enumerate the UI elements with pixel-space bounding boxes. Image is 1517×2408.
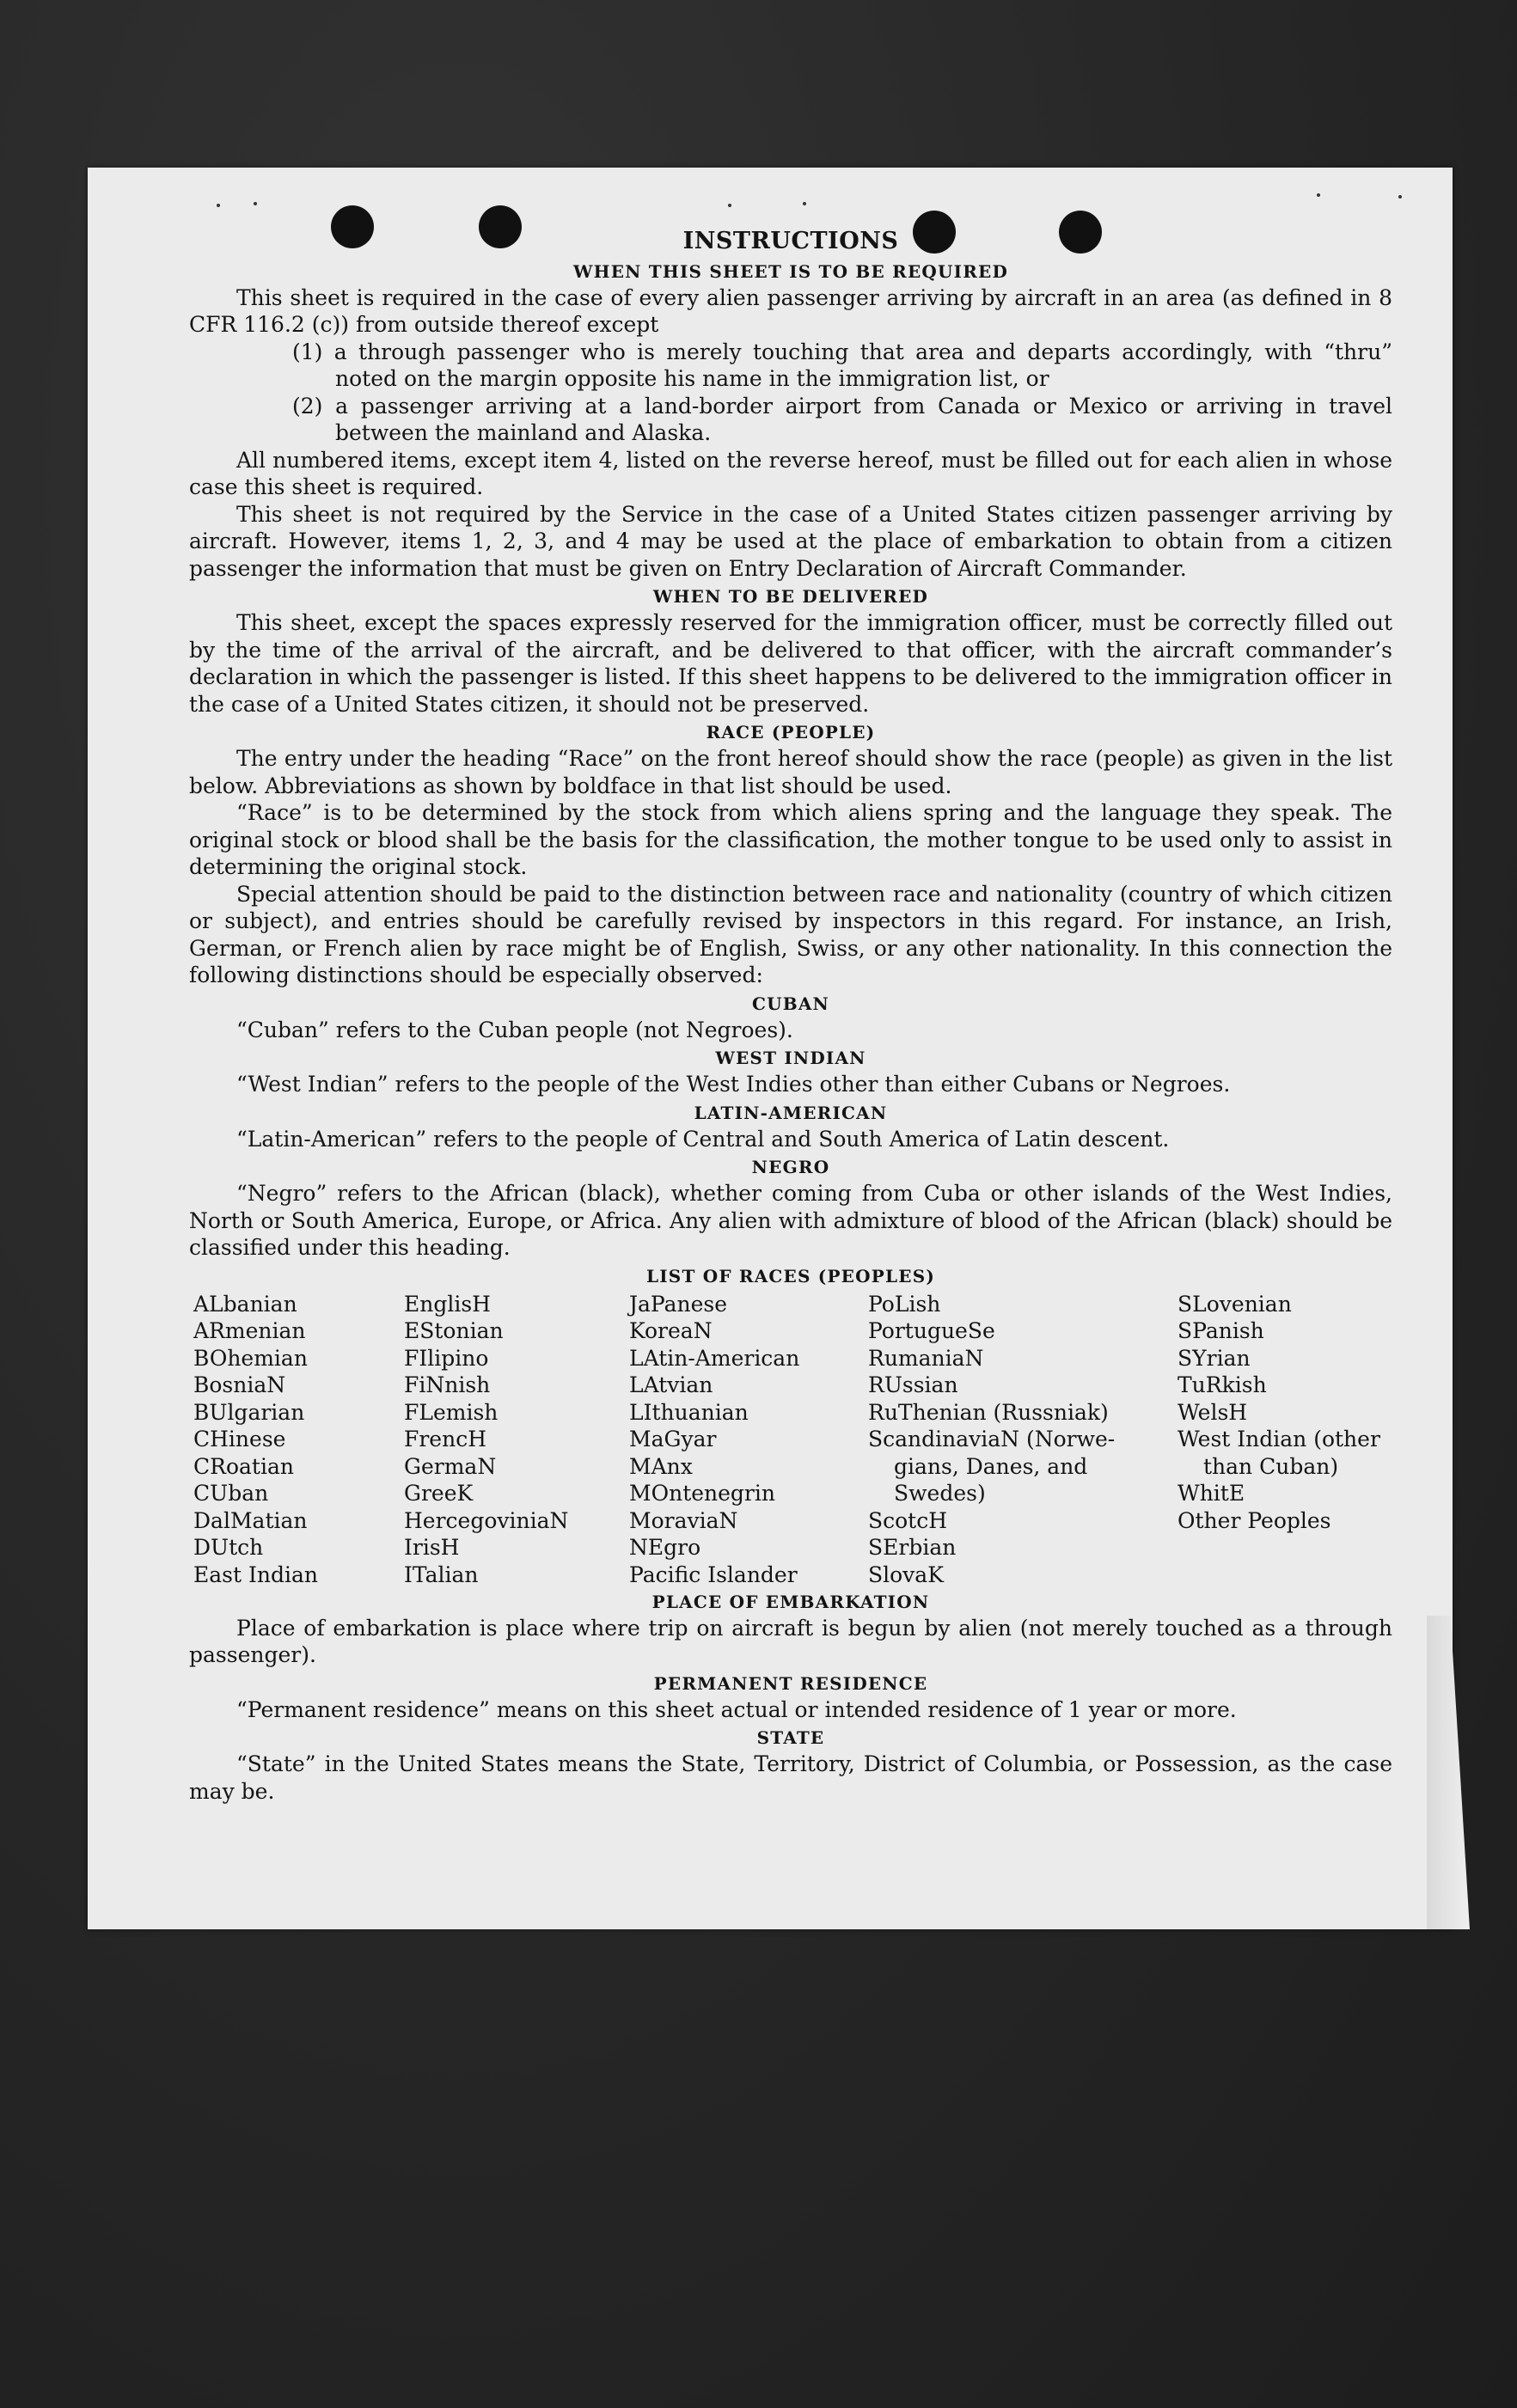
race-entry: NEgro	[629, 1535, 701, 1560]
residence-para: “Permanent residence” means on this sheet actual or intended residence of 1 year or more.	[236, 1696, 1237, 1722]
cuban-para: “Cuban” refers to the Cuban people (not Negroes).	[236, 1017, 793, 1042]
race-entry: ScotcH	[868, 1507, 948, 1533]
heading-state: STATE	[756, 1727, 825, 1748]
race-entry: FiNnish	[404, 1372, 491, 1397]
race-entry: MaGyar	[629, 1427, 717, 1452]
race-entry: BOhemian	[193, 1345, 308, 1371]
instructions-content	[189, 228, 1392, 1805]
race-entry: WelsH	[1178, 1399, 1248, 1425]
negro-para: “Negro” refers to the African (black), whether coming from Cuba or other islands of the West Indies, North or South America, Europe, or Africa. Any alien with admixture of blood of the African (black) should be classified under this heading.	[189, 1181, 1392, 1260]
race-entry: SPanish	[1178, 1318, 1264, 1343]
race-entry: than Cuban)	[1203, 1453, 1339, 1479]
when-required-para-3: This sheet is not required by the Service in the case of a United States citizen passenger arriving by aircraft. However, items 1, 2, 3, and 4 may be used at the place of embarkation to obtain from a citizen passenger the information that must be given on Entry Declaration of Aircraft Commander.	[189, 501, 1392, 581]
race-column-4	[868, 1291, 1115, 1589]
latin-american-para: “Latin-American” refers to the people of Central and South America of Latin descent.	[236, 1126, 1170, 1152]
race-entry: LAtin-American	[629, 1345, 800, 1371]
race-entry: SErbian	[868, 1535, 957, 1560]
race-entry: EStonian	[404, 1318, 504, 1343]
race-entry: PortugueSe	[868, 1318, 995, 1343]
race-entry: Other Peoples	[1178, 1507, 1331, 1533]
race-column-1	[193, 1291, 318, 1589]
heading-latin-american: LATIN-AMERICAN	[694, 1102, 888, 1123]
race-entry: GreeK	[404, 1481, 474, 1506]
race-entry: Swedes)	[894, 1481, 986, 1506]
heading-permanent-residence: PERMANENT RESIDENCE	[653, 1672, 928, 1694]
race-entry: Pacific Islander	[629, 1562, 798, 1587]
heading-when-required: WHEN THIS SHEET IS TO BE REQUIRED	[572, 260, 1009, 282]
when-required-para-2: All numbered items, except item 4, listed on the reverse hereof, must be filled out for each alien in whose case this sheet is required.	[189, 447, 1392, 499]
document-sheet	[88, 168, 1453, 1929]
race-column-2	[404, 1291, 568, 1589]
race-entry: SYrian	[1178, 1345, 1251, 1371]
race-entry: WhitE	[1178, 1481, 1245, 1506]
race-entry: West Indian (other	[1178, 1427, 1380, 1452]
race-entry: MAnx	[629, 1453, 693, 1479]
race-entry: PoLish	[868, 1291, 941, 1317]
embarkation-para: Place of embarkation is place where trip on aircraft is begun by alien (not merely touched as a through passenger).	[189, 1615, 1392, 1667]
race-entry: BUlgarian	[193, 1399, 305, 1425]
heading-cuban: CUBAN	[751, 993, 830, 1014]
race-entry: KoreaN	[629, 1318, 713, 1343]
race-column-3	[629, 1291, 799, 1589]
race-entry: FrencH	[404, 1427, 486, 1452]
race-entry: SlovaK	[868, 1562, 944, 1587]
race-entry: FLemish	[404, 1399, 499, 1425]
race-entry: MoraviaN	[629, 1507, 738, 1533]
west-indian-para: “West Indian” refers to the people of the West Indies other than either Cubans or Negroes.	[236, 1072, 1231, 1097]
race-entry: DalMatian	[193, 1507, 308, 1533]
when-required-intro: This sheet is required in the case of every alien passenger arriving by aircraft in an area (as defined in 8 CFR 116.2 (c)) from outside thereof except	[189, 284, 1392, 337]
race-entry: ScandinaviaN (Norwe-	[868, 1427, 1116, 1452]
heading-embarkation: PLACE OF EMBARKATION	[651, 1591, 930, 1612]
race-entry: RuThenian (Russniak)	[868, 1399, 1109, 1425]
race-column-5	[1178, 1291, 1380, 1535]
race-entry: LIthuanian	[629, 1399, 749, 1425]
race-entry: ALbanian	[193, 1291, 297, 1317]
race-entry: GermaN	[404, 1453, 497, 1479]
race-entry: ITalian	[404, 1562, 479, 1587]
when-delivered-para: This sheet, except the spaces expressly reserved for the immigration officer, must be correctly filled out by the time of the arrival of the aircraft, and be delivered to that officer, with the aircraft commander’s declaration in which the passenger is listed. If this sheet happens to be delivered to the immigration officer in the case of a United States citizen, it should not be preserved.	[189, 610, 1392, 717]
race-list	[189, 1291, 1392, 1587]
race-entry: RUssian	[868, 1372, 958, 1397]
race-entry: DUtch	[193, 1535, 264, 1560]
race-entry: RumaniaN	[868, 1345, 984, 1371]
race-entry: EnglisH	[404, 1291, 491, 1317]
state-para: “State” in the United States means the State, Territory, District of Columbia, or Possession, as the case may be.	[189, 1751, 1392, 1804]
race-entry: LAtvian	[629, 1372, 713, 1397]
race-entry: BosniaN	[193, 1372, 286, 1397]
heading-list-of-races: LIST OF RACES (PEOPLES)	[645, 1265, 936, 1287]
page-title: INSTRUCTIONS	[682, 228, 899, 254]
race-entry: IrisH	[404, 1535, 460, 1560]
race-entry: gians, Danes, and	[894, 1453, 1088, 1479]
race-entry: MOntenegrin	[629, 1481, 775, 1506]
race-entry: TuRkish	[1178, 1372, 1267, 1397]
race-para-3: Special attention should be paid to the distinction between race and nationality (country of which citizen or subject), and entries should be carefully revised by inspectors in this regard. For instance, an Irish, German, or French alien by race might be of English, Swiss, or any other nationality. In this connection the following distinctions should be especially observed:	[189, 881, 1392, 987]
race-para-2: “Race” is to be determined by the stock from which aliens spring and the language they speak. The original stock or blood shall be the basis for the classification, the mother tongue to be used only to assist in determining the original stock.	[189, 800, 1392, 879]
exception-item-2: (2) a passenger arriving at a land-border airport from Canada or Mexico or arriving in travel between the mainland and Alaska.	[292, 393, 1392, 445]
race-entry: SLovenian	[1178, 1291, 1292, 1317]
heading-when-delivered: WHEN TO BE DELIVERED	[652, 586, 929, 607]
race-entry: CRoatian	[193, 1453, 294, 1479]
heading-west-indian: WEST INDIAN	[715, 1048, 866, 1068]
race-entry: JaPanese	[629, 1291, 728, 1317]
race-entry: CHinese	[193, 1427, 286, 1452]
exception-item-1: (1) a through passenger who is merely touching that area and departs accordingly, with “thru” noted on the margin opposite his name in the immigration list, or	[292, 339, 1392, 391]
heading-negro: NEGRO	[751, 1157, 830, 1177]
heading-race: RACE (PEOPLE)	[706, 722, 876, 743]
race-entry: CUban	[193, 1481, 269, 1506]
race-entry: East Indian	[193, 1562, 318, 1587]
race-entry: ARmenian	[193, 1318, 306, 1343]
race-entry: HercegoviniaN	[404, 1507, 569, 1533]
race-para-1: The entry under the heading “Race” on the front hereof should show the race (people) as given in the list below. Abbreviations as shown by boldface in that list should be used.	[189, 746, 1392, 798]
race-entry: FIlipino	[404, 1345, 489, 1371]
